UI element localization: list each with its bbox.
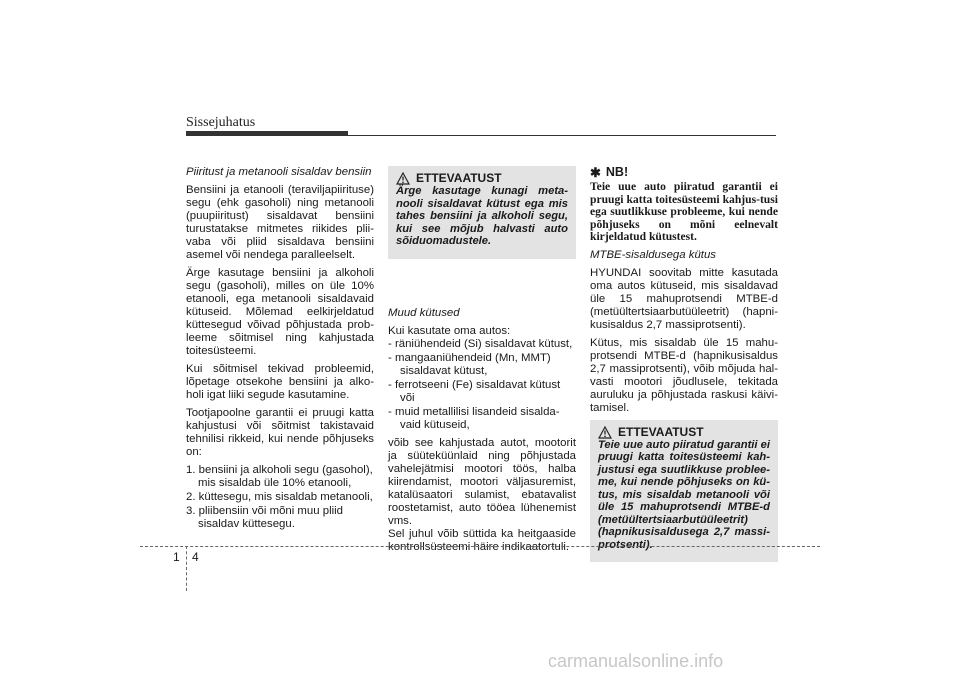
header-rule [186, 135, 776, 136]
column-2 [388, 166, 576, 559]
warning-triangle-icon [598, 426, 612, 439]
paragraph: Tootjapoolne garantii ei pruugi katta kahjustusi või sõitmist takistavaid tehnilisi rikkeid, kui nende põhjuseks on: [186, 407, 374, 458]
section-title: Sissejuhatus [186, 115, 256, 130]
caution-title: ETTEVAATUST [618, 424, 704, 439]
caution-text: Teie uue auto piiratud garantii ei pruugi katta toitesüsteemi kah-justusi ega suutlikkuse problee-me, kui nende põhjuseks on kü-tus, mis sisaldab metanooli või üle 15 mahuprotsendi MTBE-d (metüültertsiaarbutüüleetrit) (hapnikusisaldusega 2,7 massi-protsenti). [598, 438, 770, 551]
nb-title: NB! [605, 165, 629, 179]
paragraph: Kui kasutate oma autos: [388, 324, 511, 337]
watermark: carmanualsonline.info [548, 651, 724, 671]
chapter-number: 1 [173, 550, 180, 564]
paragraph: võib see kahjustada autot, mootorit ja süüteküünlaid ning põhjustada vahelejätmisi mootori töös, halba kiirendamist, mootori väljasuremist, katalüsaatori sulamist, ebatavalist roostetamist, auto tööea lühenemist vms. [388, 436, 576, 527]
paragraph: Kütus, mis sisaldab üle 15 mahu-protsendi MTBE-d (hapnikusisaldus 2,7 massiprotsenti), võib mõjuda hal-vasti mootori jõudlusele, tekitada auruluku ja põhjustada raskusi käivi-tamisel. [590, 336, 778, 414]
paragraph: Kui sõitmisel tekivad probleemid, lõpetage otsekohe bensiini ja alko-holi igat liiki segude kasutamine. [186, 363, 374, 401]
list-item: 3. pliibensiin või mõni muu pliid sisaldav küttesegu. [186, 505, 344, 530]
list-item: - muid metallilisi lisandeid sisalda-vaid kütuseid, [388, 405, 560, 431]
list-item: 1. bensiini ja alkoholi segu (gasohol), mis sisaldab üle 10% etanooli, [186, 464, 373, 489]
paragraph: Ärge kasutage bensiini ja alkoholi segu (gasoholi), milles on üle 10% etanooli, ega metanooli sisaldavaid kütuseid. Mõlemad eelkirjeldatud küttesegud võivad põhjustada prob-leeme sõitmisel ning kahjustada toitesüsteemi. [186, 267, 374, 357]
numbered-list [186, 464, 374, 531]
subheading-alcohol-fuel: Piiritust ja metanooli sisaldav bensiin [186, 166, 372, 178]
paragraph: Sel juhul võib süttida ka heitgaaside kontrollsüsteemi häire indikaatortuli. [388, 527, 576, 553]
caution-box [388, 166, 576, 259]
subheading-other-fuels: Muud kütused [388, 306, 460, 319]
dash-list [388, 338, 576, 432]
nb-heading [590, 166, 778, 179]
nb-text: Teie uue auto piiratud garantii ei pruugi katta toitesüsteemi kahjus-tusi ega suutlikkuse probleeme, kui nende põhjuseks on mõni eelnevalt kirjeldatud kütustest. [590, 180, 778, 243]
footer-divider [186, 546, 187, 591]
subheading-mtbe: MTBE-sisaldusega kütus [590, 248, 716, 261]
caution-title: ETTEVAATUST [416, 171, 502, 185]
column-3 [590, 166, 778, 572]
list-item: - mangaaniühendeid (Mn, MMT) sisaldavat kütust, [388, 351, 551, 377]
list-item: 2. küttesegu, mis sisaldab metanooli, [186, 491, 373, 503]
footer-rule [140, 546, 820, 547]
list-item: - ferrotseeni (Fe) sisaldavat kütust või [388, 378, 561, 404]
star-icon: ✱ [590, 165, 601, 180]
caution-box [590, 420, 778, 563]
page-number: 4 [192, 550, 199, 564]
list-item: - räniühendeid (Si) sisaldavat kütust, [388, 337, 573, 350]
warning-triangle-icon [396, 172, 410, 185]
paragraph: HYUNDAI soovitab mitte kasutada oma autos kütuseid, mis sisaldavad üle 15 mahuprotsendi MTBE-d (metüültertsiaarbutüüleetrit) (hapni-kusisaldus 2,7 massiprotsenti). [590, 266, 778, 331]
paragraph: Bensiini ja etanooli (teraviljapiirituse) segu (ehk gasoholi) ning metanooli (puupiiritust) sisaldavat bensiini turustatakse mitmetes riikides plii-vaba või pliid sisaldava bensiini asemel või nendega paralleelselt. [186, 184, 374, 261]
column-1 [186, 166, 374, 536]
caution-text: Ärge kasutage kunagi meta-nooli sisaldavat kütust ega mis tahes bensiini ja alkoholi segu, kui see mõjub halvasti auto sõiduomadustele. [396, 185, 568, 247]
